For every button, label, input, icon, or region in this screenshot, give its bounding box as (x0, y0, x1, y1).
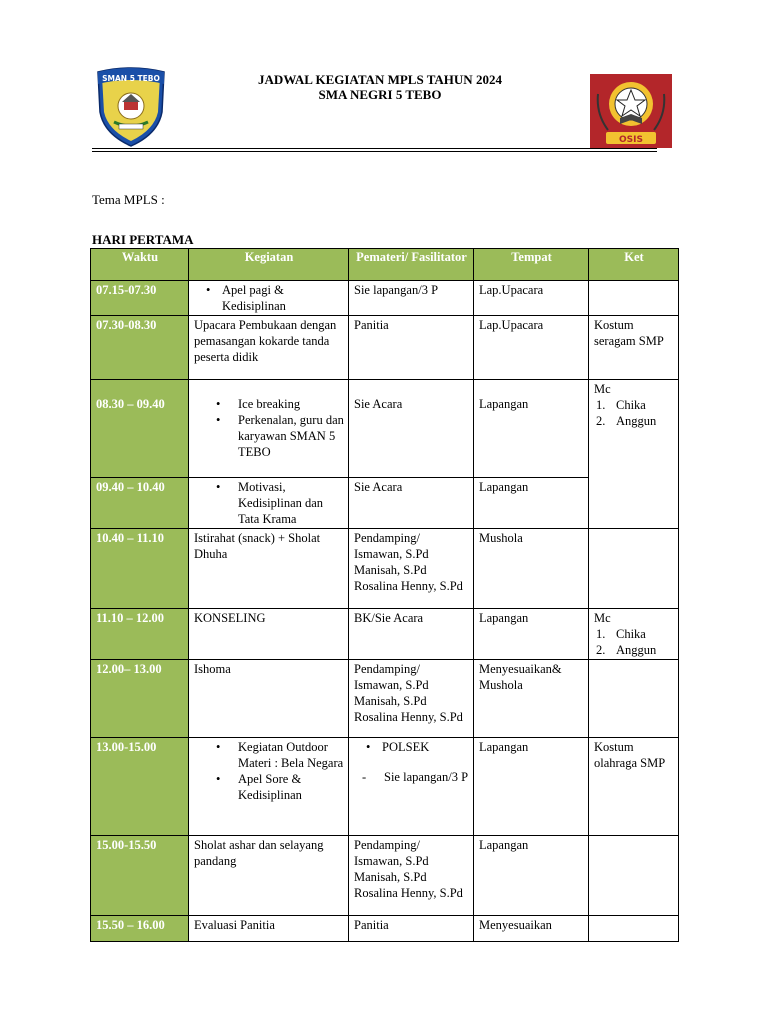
cell-kegiatan: KONSELING (189, 609, 349, 660)
table-row (91, 380, 679, 478)
cell-waktu: 09.40 – 10.40 (91, 478, 189, 529)
dash-item: - Sie lapangan/3 P (362, 770, 469, 784)
cell-waktu: 10.40 – 11.10 (91, 529, 189, 609)
cell-ket (589, 836, 679, 916)
header-ket: Ket (589, 249, 679, 281)
cell-tempat: Lapangan (474, 609, 589, 660)
cell-tempat: Mushola (474, 529, 589, 609)
table-row (91, 836, 679, 916)
cell-waktu: 15.00-15.50 (91, 836, 189, 916)
cell-ket (589, 609, 679, 660)
cell-waktu: 08.30 – 09.40 (91, 380, 189, 478)
document-title (180, 72, 580, 102)
table-row (91, 281, 679, 316)
list-item: • Perkenalan, guru dan karyawan SMAN 5 TEBO (238, 412, 344, 460)
osis-logo (590, 74, 672, 148)
list-item: • Motivasi, Kedisiplinan dan Tata Krama (238, 479, 344, 527)
cell-kegiatan: Istirahat (snack) + Sholat Dhuha (189, 529, 349, 609)
table-header-row (91, 249, 679, 281)
cell-pemateri: Panitia (349, 916, 474, 942)
header-pemateri: Pemateri/ Fasilitator (349, 249, 474, 281)
mc-label: Mc (594, 611, 611, 625)
list-item: • Ice breaking (238, 396, 344, 412)
theme-label: Tema MPLS : (92, 192, 165, 207)
cell-kegiatan (189, 380, 349, 478)
cell-kegiatan: Sholat ashar dan selayang pandang (189, 836, 349, 916)
cell-kegiatan: Ishoma (189, 660, 349, 738)
school-logo (92, 66, 170, 148)
schedule-table (90, 248, 679, 942)
cell-ket (589, 916, 679, 942)
svg-text:SMAN 5 TEBO: SMAN 5 TEBO (102, 74, 160, 83)
list-item: 2. Anggun (596, 643, 657, 657)
cell-pemateri: Sie lapangan/3 P (349, 281, 474, 316)
cell-kegiatan (189, 281, 349, 316)
cell-tempat: Lapangan (474, 380, 589, 478)
cell-pemateri: BK/Sie Acara (349, 609, 474, 660)
svg-text:OSIS: OSIS (619, 135, 643, 145)
cell-kegiatan: Upacara Pembukaan dengan pemasangan kokarde tanda peserta didik (189, 316, 349, 380)
cell-ket: Kostum seragam SMP (589, 316, 679, 380)
list-item: • Apel pagi & Kedisiplinan (222, 282, 344, 314)
table-row (91, 660, 679, 738)
header-kegiatan: Kegiatan (189, 249, 349, 281)
cell-waktu: 12.00– 13.00 (91, 660, 189, 738)
cell-pemateri: Pendamping/ Ismawan, S.Pd Manisah, S.Pd Rosalina Henny, S.Pd (349, 660, 474, 738)
day-heading: HARI PERTAMA (92, 232, 194, 247)
table-row (91, 609, 679, 660)
cell-waktu: 07.30-08.30 (91, 316, 189, 380)
list-item: • Kegiatan Outdoor Materi : Bela Negara (238, 739, 344, 771)
cell-tempat: Lapangan (474, 478, 589, 529)
table-row (91, 529, 679, 609)
cell-kegiatan: Evaluasi Panitia (189, 916, 349, 942)
cell-waktu: 11.10 – 12.00 (91, 609, 189, 660)
list-item: 1. Chika (596, 398, 646, 412)
cell-ket (589, 380, 679, 529)
cell-tempat: Lap.Upacara (474, 281, 589, 316)
cell-kegiatan (189, 738, 349, 836)
list-item: • POLSEK (382, 739, 469, 755)
cell-pemateri (349, 738, 474, 836)
header-waktu: Waktu (91, 249, 189, 281)
cell-tempat: Menyesuaikan& Mushola (474, 660, 589, 738)
list-item: 2. Anggun (596, 414, 657, 428)
cell-pemateri: Pendamping/ Ismawan, S.Pd Manisah, S.Pd Rosalina Henny, S.Pd (349, 836, 474, 916)
cell-pemateri: Sie Acara (349, 380, 474, 478)
cell-ket: Kostum olahraga SMP (589, 738, 679, 836)
cell-tempat: Lapangan (474, 836, 589, 916)
cell-pemateri: Pendamping/ Ismawan, S.Pd Manisah, S.Pd Rosalina Henny, S.Pd (349, 529, 474, 609)
header-rule-thin (92, 151, 657, 152)
cell-waktu: 07.15-07.30 (91, 281, 189, 316)
title-line-1: JADWAL KEGIATAN MPLS TAHUN 2024 (258, 72, 502, 87)
cell-kegiatan (189, 478, 349, 529)
cell-ket (589, 281, 679, 316)
cell-tempat: Lap.Upacara (474, 316, 589, 380)
mc-label: Mc (594, 382, 611, 396)
cell-ket (589, 529, 679, 609)
title-line-2: SMA NEGRI 5 TEBO (318, 87, 442, 102)
list-item: • Apel Sore & Kedisiplinan (238, 771, 344, 803)
cell-tempat: Lapangan (474, 738, 589, 836)
table-row (91, 916, 679, 942)
header-rule (92, 148, 657, 149)
cell-waktu: 13.00-15.00 (91, 738, 189, 836)
cell-tempat: Menyesuaikan (474, 916, 589, 942)
cell-pemateri: Panitia (349, 316, 474, 380)
list-item: 1. Chika (596, 627, 646, 641)
table-row (91, 316, 679, 380)
cell-pemateri: Sie Acara (349, 478, 474, 529)
cell-waktu: 15.50 – 16.00 (91, 916, 189, 942)
header-tempat: Tempat (474, 249, 589, 281)
table-row (91, 738, 679, 836)
cell-ket (589, 660, 679, 738)
